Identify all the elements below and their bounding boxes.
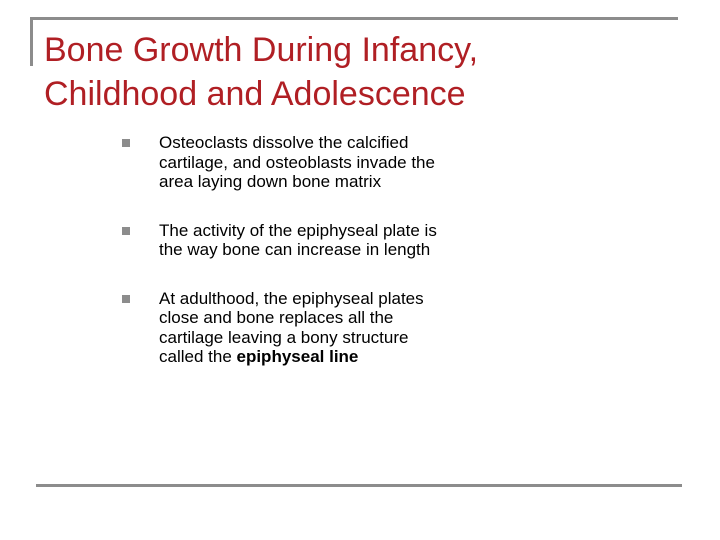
bullet-text: The activity of the epiphyseal plate is the way bone can increase in length	[159, 220, 437, 259]
bullet-item-adulthood	[122, 289, 452, 367]
square-bullet-icon	[122, 295, 130, 303]
slide-frame-top-rule	[30, 17, 678, 20]
square-bullet-icon	[122, 139, 130, 147]
bullet-text: Osteoclasts dissolve the calcified cartilage, and osteoblasts invade the area laying down bone matrix	[159, 133, 435, 191]
square-bullet-icon	[122, 227, 130, 235]
bullet-item-epiphyseal-plate	[122, 221, 452, 260]
slide-title-line-2: Childhood and Adolescence	[44, 75, 466, 113]
bullet-text-emphasis: epiphyseal line	[236, 347, 359, 366]
bullet-text-plain: At adulthood, the epiphyseal plates close and bone replaces all the cartilage leaving a bony structure called the	[159, 288, 424, 366]
bullet-item-osteoclasts	[122, 133, 452, 192]
bullet-text	[159, 289, 424, 367]
slide-frame-left-rule	[30, 17, 33, 66]
slide-frame-bottom-rule	[36, 484, 682, 487]
slide-title-line-1: Bone Growth During Infancy,	[44, 31, 479, 69]
bullet-list	[122, 133, 452, 367]
slide-title	[44, 28, 684, 116]
